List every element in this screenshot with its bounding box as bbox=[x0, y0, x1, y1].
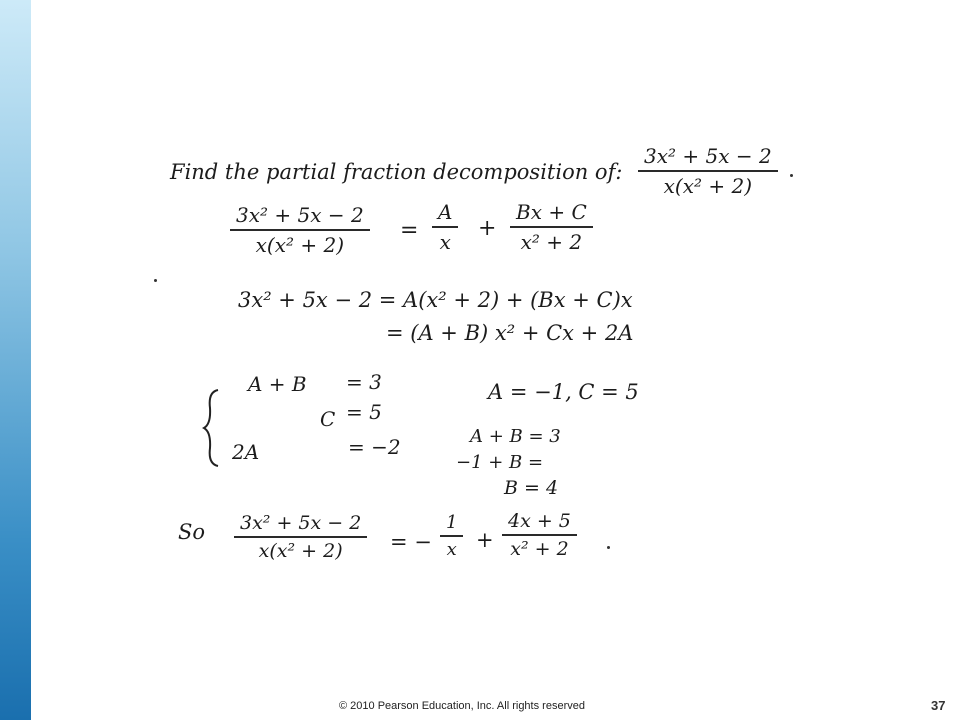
answer-term2-numerator: 4x + 5 bbox=[508, 510, 571, 532]
setup-lhs-denominator: x(x² + 2) bbox=[255, 233, 345, 257]
side-accent-bar bbox=[0, 0, 31, 720]
given-numerator: 3x² + 5x − 2 bbox=[644, 144, 772, 168]
setup-term2-fraction bbox=[510, 200, 593, 254]
answer-lhs-numerator: 3x² + 5x − 2 bbox=[240, 512, 362, 534]
prompt-text: Find the partial fraction decomposition of: bbox=[170, 160, 623, 184]
setup-plus: + bbox=[478, 216, 497, 241]
given-fraction bbox=[638, 144, 778, 198]
answer-term1-numerator: 1 bbox=[446, 512, 458, 533]
system-row1-rhs: = 3 bbox=[346, 370, 382, 394]
system-row3-lhs: 2A bbox=[232, 440, 260, 464]
solve-line-1: A = −1, C = 5 bbox=[488, 380, 639, 404]
system-row1-lhs: A + B bbox=[248, 372, 307, 396]
copyright-footer: © 2010 Pearson Education, Inc. All rights reserved bbox=[339, 700, 585, 712]
left-brace bbox=[202, 388, 220, 468]
system-row3-rhs: = −2 bbox=[348, 435, 401, 459]
expansion-line-2: = (A + B) x² + Cx + 2A bbox=[386, 321, 634, 345]
expansion-line-1: 3x² + 5x − 2 = A(x² + 2) + (Bx + C)x bbox=[238, 288, 633, 312]
solve-line-4: B = 4 bbox=[504, 477, 559, 499]
setup-term1-denominator: x bbox=[439, 230, 451, 254]
answer-equals-minus: = − bbox=[390, 530, 432, 554]
answer-term1-denominator: x bbox=[446, 539, 457, 560]
stray-dot bbox=[154, 279, 157, 282]
setup-term1-fraction bbox=[432, 200, 458, 254]
answer-so-label: So bbox=[178, 520, 206, 544]
solve-line-3: −1 + B = bbox=[456, 452, 544, 473]
answer-term1-fraction bbox=[440, 512, 463, 560]
given-denominator: x(x² + 2) bbox=[663, 174, 753, 198]
system-row2-lhs: C bbox=[320, 407, 336, 431]
setup-term1-numerator: A bbox=[438, 200, 453, 224]
system-row2-rhs: = 5 bbox=[346, 400, 382, 424]
period-dot bbox=[607, 546, 610, 549]
page-number: 37 bbox=[931, 698, 946, 713]
answer-plus: + bbox=[476, 528, 494, 552]
setup-lhs-fraction bbox=[230, 203, 370, 257]
answer-term2-fraction bbox=[502, 510, 577, 560]
answer-lhs-fraction bbox=[234, 512, 367, 562]
setup-equals: = bbox=[400, 218, 419, 243]
solve-line-2: A + B = 3 bbox=[470, 426, 561, 447]
period-dot bbox=[790, 174, 793, 177]
answer-term2-denominator: x² + 2 bbox=[510, 538, 569, 560]
answer-lhs-denominator: x(x² + 2) bbox=[258, 540, 343, 562]
setup-term2-numerator: Bx + C bbox=[516, 200, 587, 224]
setup-lhs-numerator: 3x² + 5x − 2 bbox=[236, 203, 364, 227]
setup-term2-denominator: x² + 2 bbox=[520, 230, 583, 254]
